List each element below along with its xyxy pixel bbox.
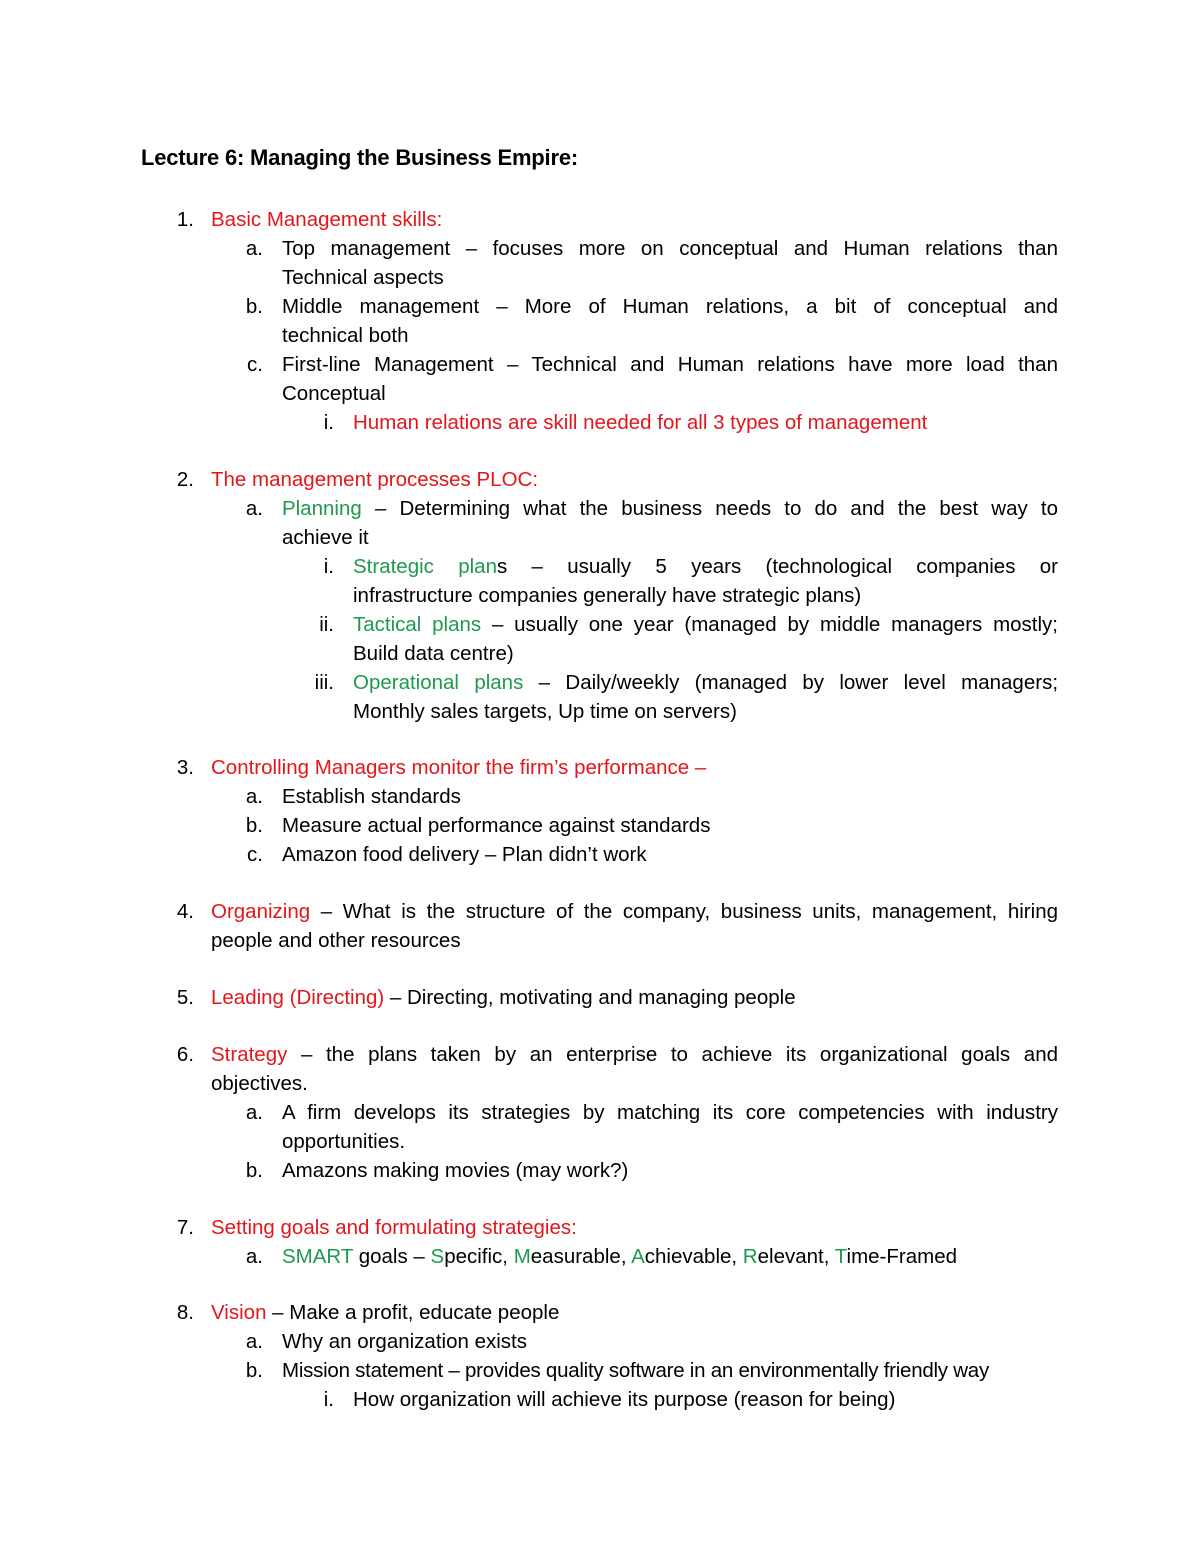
subitem-marker: i. bbox=[323, 411, 334, 434]
list-item-text: Middle management – More of Human relations, a bit of conceptual and bbox=[282, 295, 1058, 318]
subitem-text bbox=[353, 610, 1058, 639]
section-heading: Organizing bbox=[211, 900, 311, 923]
smart-word: ime-Framed bbox=[846, 1245, 958, 1268]
list-item-text: Measure actual performance against standards bbox=[282, 814, 711, 837]
list-item-text: Why an organization exists bbox=[282, 1330, 527, 1353]
section-text bbox=[211, 1298, 559, 1327]
smart-word: pecific, bbox=[444, 1245, 514, 1268]
item-marker: b. bbox=[245, 814, 263, 837]
term-planning: Planning bbox=[282, 497, 362, 520]
subitem-rest: – usually one year (managed by middle managers mostly; bbox=[481, 613, 1058, 636]
subitem-marker: iii. bbox=[314, 671, 334, 694]
list-item-text: Amazons making movies (may work?) bbox=[282, 1159, 629, 1182]
item-marker: a. bbox=[245, 1101, 263, 1124]
subitem-rest: – Daily/weekly (managed by lower level managers; bbox=[523, 671, 1059, 694]
list-item-text: Top management – focuses more on conceptual and Human relations than bbox=[282, 237, 1058, 260]
section-heading: The management processes PLOC: bbox=[211, 468, 539, 491]
smart-word: easurable, bbox=[530, 1245, 632, 1268]
section-number: 6. bbox=[176, 1043, 194, 1066]
list-item-text: Mission statement – provides quality software in an environmentally friendly way bbox=[282, 1359, 989, 1382]
subitem-marker: i. bbox=[323, 555, 334, 578]
item-marker: a. bbox=[245, 497, 263, 520]
subitem-text bbox=[353, 552, 1058, 581]
section-rest: – Make a profit, educate people bbox=[266, 1301, 560, 1324]
item-marker: c. bbox=[247, 843, 263, 866]
section-number: 1. bbox=[176, 208, 194, 231]
list-item-text: Technical aspects bbox=[282, 266, 444, 289]
item-marker: a. bbox=[245, 237, 263, 260]
section-heading: Vision bbox=[211, 1301, 267, 1324]
item-marker: b. bbox=[245, 295, 263, 318]
subitem-text: infrastructure companies generally have strategic plans) bbox=[353, 584, 862, 607]
section-heading: Leading (Directing) bbox=[211, 986, 385, 1009]
list-item-text: A firm develops its strategies by matching its core competencies with industry bbox=[282, 1101, 1058, 1124]
item-marker: b. bbox=[245, 1159, 263, 1182]
subitem-text: Build data centre) bbox=[353, 642, 514, 665]
subitem-rest: – usually 5 years (technological companies or bbox=[507, 555, 1058, 578]
item-marker: c. bbox=[247, 353, 263, 376]
page-title: Lecture 6: Managing the Business Empire: bbox=[141, 145, 578, 170]
smart-initial: M bbox=[513, 1245, 531, 1268]
section-text: objectives. bbox=[211, 1072, 308, 1095]
term-smart: SMART bbox=[282, 1245, 354, 1268]
smart-goals-label: goals – bbox=[353, 1245, 431, 1268]
section-heading: Basic Management skills: bbox=[211, 208, 443, 231]
section-heading: Setting goals and formulating strategies: bbox=[211, 1216, 577, 1239]
subitem-text: Monthly sales targets, Up time on servers) bbox=[353, 700, 737, 723]
section-text: people and other resources bbox=[211, 929, 461, 952]
term-operational-plans: Operational plans bbox=[353, 671, 524, 694]
term-suffix: s bbox=[496, 555, 508, 578]
smart-goals-text bbox=[282, 1242, 957, 1271]
item-marker: b. bbox=[245, 1359, 263, 1382]
subitem-text bbox=[353, 668, 1058, 697]
list-item-text: Amazon food delivery – Plan didn’t work bbox=[282, 843, 647, 866]
term-tactical-plans: Tactical plans bbox=[353, 613, 482, 636]
list-item-text: Establish standards bbox=[282, 785, 461, 808]
section-number: 3. bbox=[176, 756, 194, 779]
section-rest: – What is the structure of the company, business units, management, hiring bbox=[310, 900, 1058, 923]
section-number: 4. bbox=[176, 900, 194, 923]
section-rest: – the plans taken by an enterprise to achieve its organizational goals and bbox=[287, 1043, 1058, 1066]
section-heading: Strategy bbox=[211, 1043, 288, 1066]
section-text bbox=[211, 983, 796, 1012]
list-item-text: technical both bbox=[282, 324, 409, 347]
smart-initial: T bbox=[834, 1245, 847, 1268]
section-text bbox=[211, 1040, 1058, 1069]
section-number: 8. bbox=[176, 1301, 194, 1324]
section-rest: – Directing, motivating and managing people bbox=[384, 986, 796, 1009]
section-number: 7. bbox=[176, 1216, 194, 1239]
section-heading: Controlling Managers monitor the firm’s performance – bbox=[211, 756, 707, 779]
item-marker: a. bbox=[245, 1330, 263, 1353]
smart-initial: R bbox=[742, 1245, 758, 1268]
list-item-text: Conceptual bbox=[282, 382, 386, 405]
item-marker: a. bbox=[245, 785, 263, 808]
list-item-rest: – Determining what the business needs to do and the best way to bbox=[361, 497, 1058, 520]
smart-initial: S bbox=[430, 1245, 445, 1268]
subitem-marker: i. bbox=[323, 1388, 334, 1411]
smart-word: chievable, bbox=[644, 1245, 743, 1268]
section-number: 5. bbox=[176, 986, 194, 1009]
list-item-text: achieve it bbox=[282, 526, 369, 549]
list-item-text: First-line Management – Technical and Human relations have more load than bbox=[282, 353, 1058, 376]
smart-initial: A bbox=[631, 1245, 645, 1268]
term-strategic-plans: Strategic plan bbox=[353, 555, 497, 578]
subitem-text: How organization will achieve its purpose (reason for being) bbox=[353, 1388, 896, 1411]
section-number: 2. bbox=[176, 468, 194, 491]
list-item-text: opportunities. bbox=[282, 1130, 406, 1153]
smart-word: elevant, bbox=[757, 1245, 835, 1268]
subitem-text: Human relations are skill needed for all 3 types of management bbox=[353, 411, 928, 434]
subitem-marker: ii. bbox=[319, 613, 334, 636]
section-text bbox=[211, 897, 1058, 926]
item-marker: a. bbox=[245, 1245, 263, 1268]
list-item-text bbox=[282, 494, 1058, 523]
